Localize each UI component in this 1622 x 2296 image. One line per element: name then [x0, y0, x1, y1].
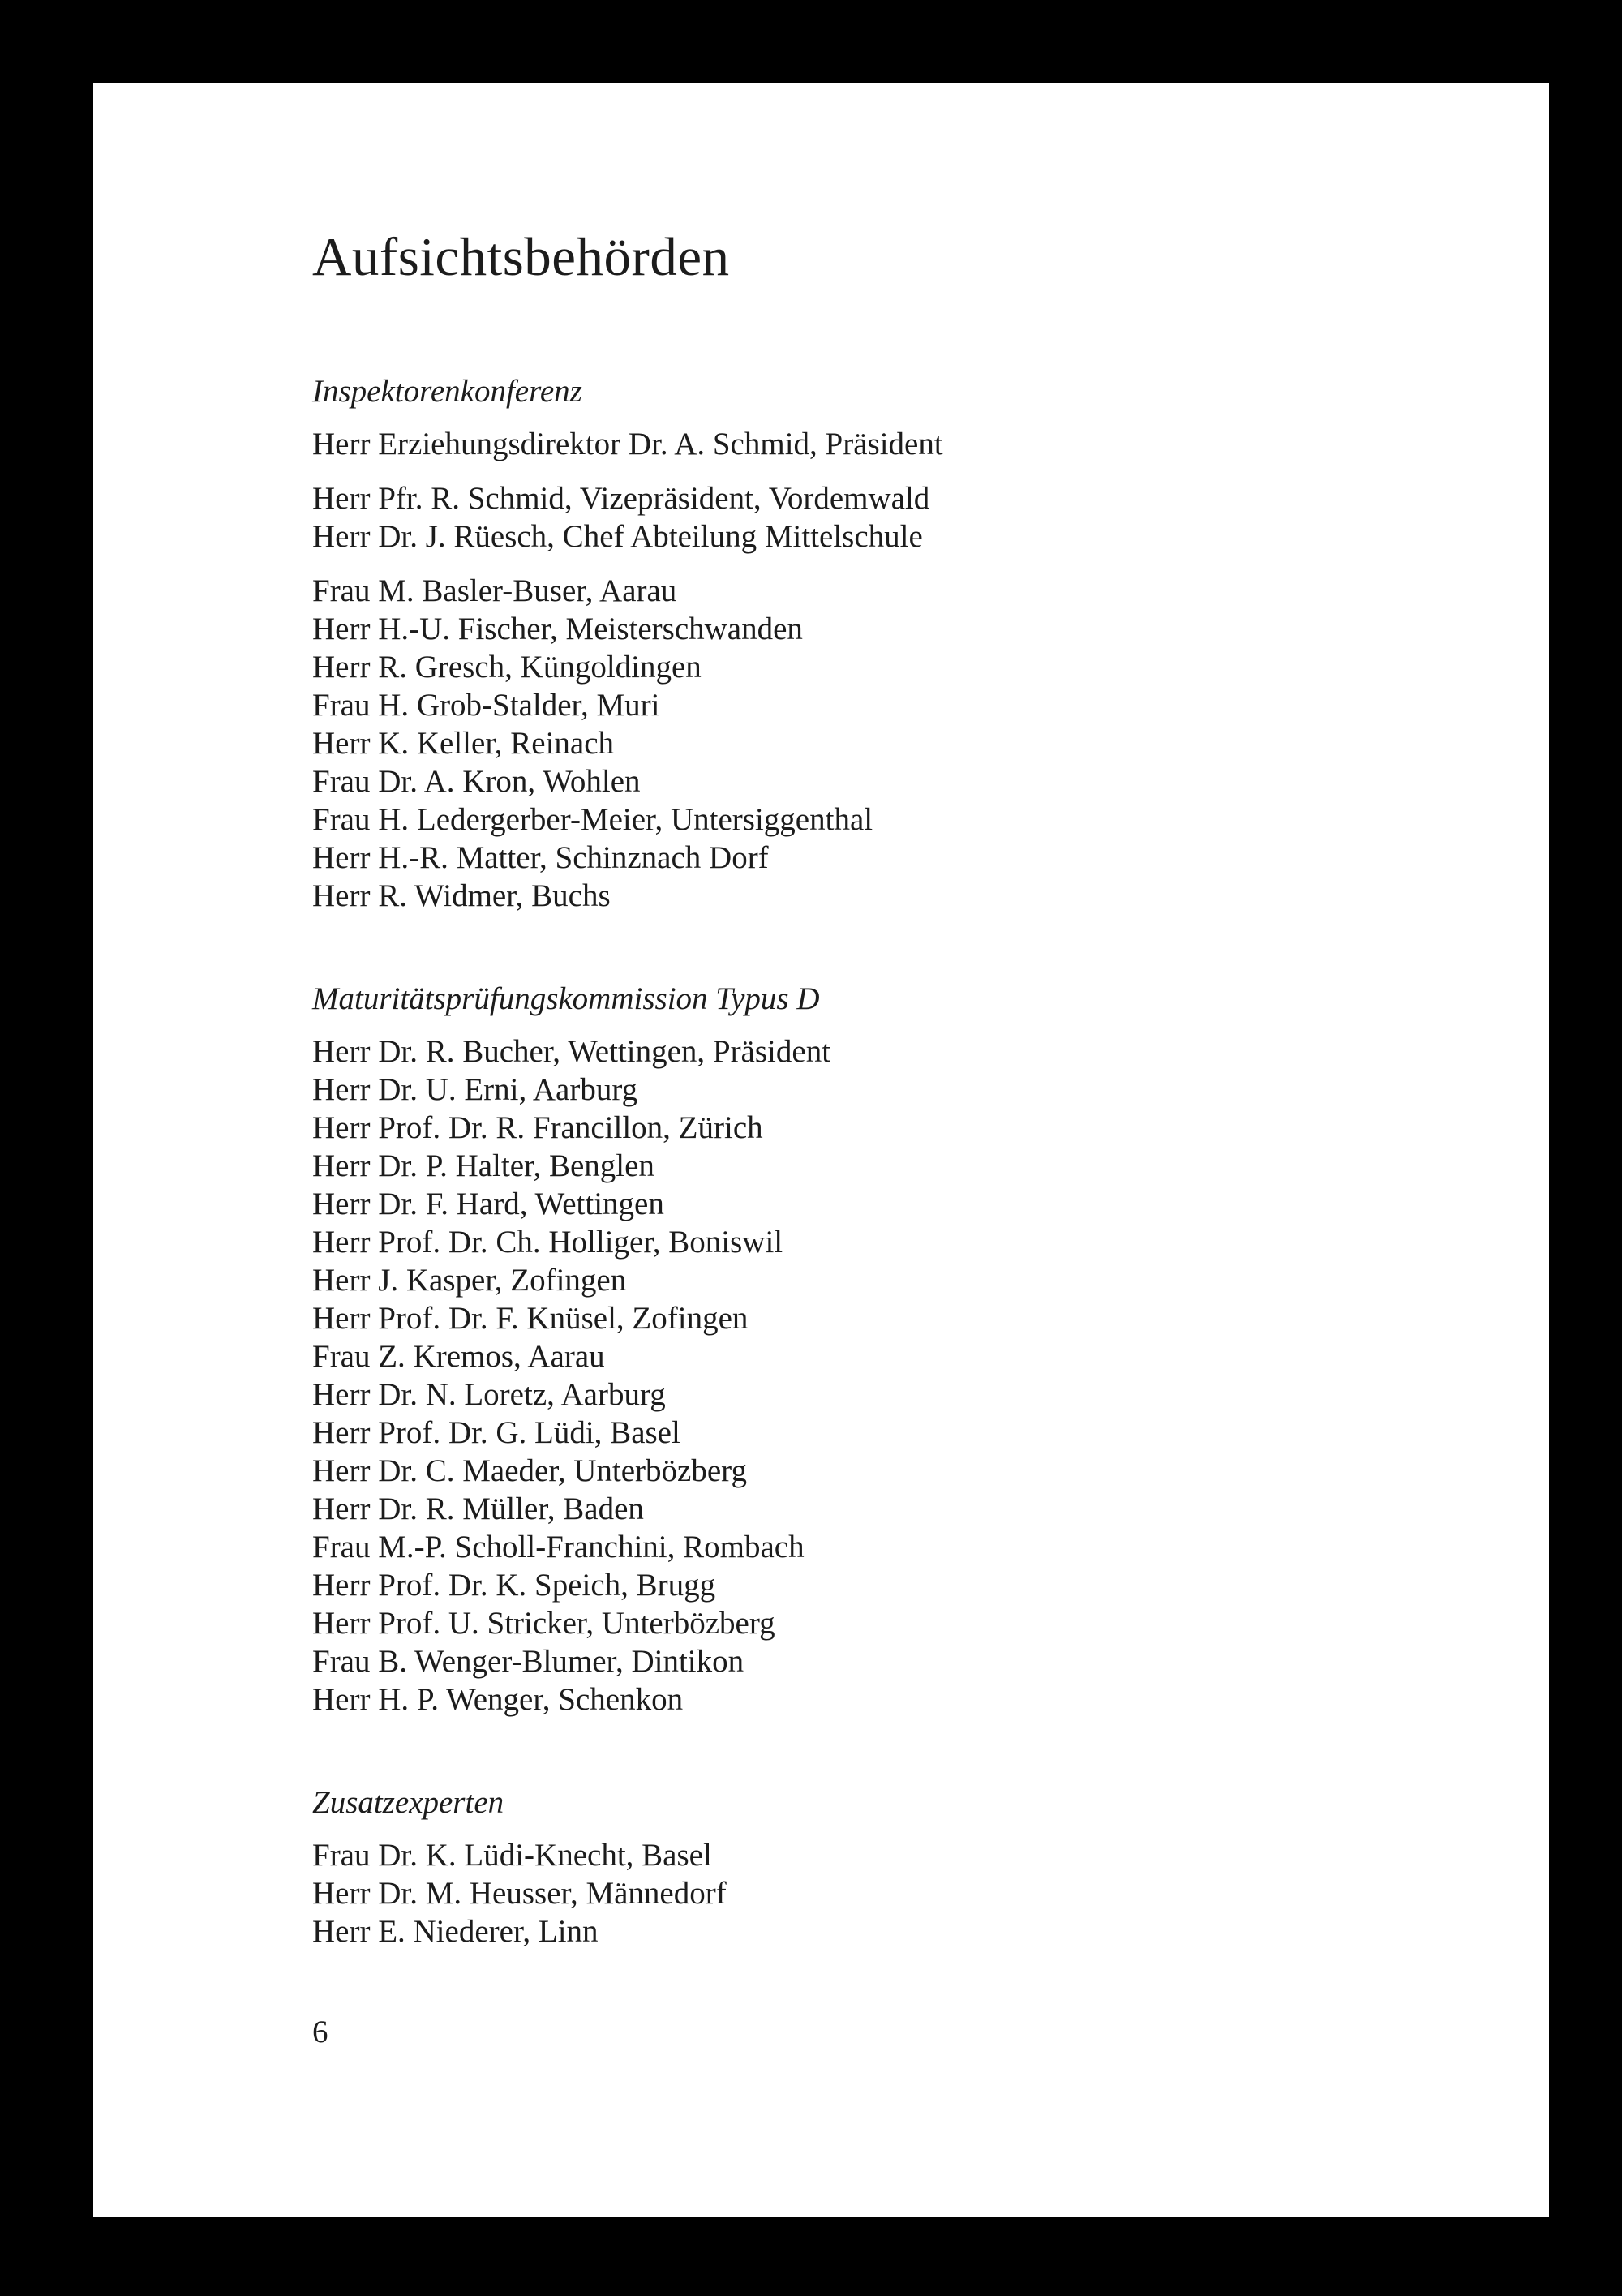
member-entry: Herr Dr. J. Rüesch, Chef Abteilung Mittelschule	[312, 519, 923, 555]
member-group	[312, 479, 1448, 556]
member-group	[312, 425, 1448, 463]
member-entry: Herr R. Gresch, Küngoldingen	[312, 650, 702, 685]
member-entry: Herr Pfr. R. Schmid, Vizepräsident, Vordemwald	[312, 481, 930, 517]
member-entry: Frau B. Wenger-Blumer, Dintikon	[312, 1644, 744, 1680]
member-entry: Herr H.-R. Matter, Schinznach Dorf	[312, 840, 769, 876]
member-entry: Herr Dr. R. Müller, Baden	[312, 1491, 644, 1527]
member-entry: Herr Prof. U. Stricker, Unterbözberg	[312, 1606, 775, 1642]
member-entry: Herr Dr. F. Hard, Wettingen	[312, 1187, 664, 1222]
member-entry: Frau H. Grob-Stalder, Muri	[312, 688, 660, 723]
member-entry: Frau Dr. A. Kron, Wohlen	[312, 764, 641, 800]
member-entry: Herr R. Widmer, Buchs	[312, 878, 611, 914]
section-zusatzexperten	[312, 1783, 1448, 1951]
member-group	[312, 1032, 1448, 1719]
page-content	[312, 225, 1448, 2015]
section-inspektorenkonferenz	[312, 372, 1448, 915]
member-entry: Herr H.-U. Fischer, Meisterschwanden	[312, 612, 803, 647]
member-entry: Herr Prof. Dr. F. Knüsel, Zofingen	[312, 1301, 749, 1337]
section-heading: Zusatzexperten	[312, 1785, 504, 1821]
section-maturitaetspruefungskommission	[312, 980, 1448, 1719]
member-group	[312, 1836, 1448, 1951]
member-entry: Frau H. Ledergerber-Meier, Untersiggenthal	[312, 802, 873, 838]
member-entry: Herr Prof. Dr. Ch. Holliger, Boniswil	[312, 1225, 783, 1260]
member-entry: Frau M. Basler-Buser, Aarau	[312, 573, 677, 609]
member-entry: Herr H. P. Wenger, Schenkon	[312, 1682, 684, 1718]
member-entry: Herr Dr. P. Halter, Benglen	[312, 1148, 654, 1184]
member-entry: Herr Prof. Dr. R. Francillon, Zürich	[312, 1110, 763, 1146]
member-entry: Herr Erziehungsdirektor Dr. A. Schmid, Präsident	[312, 427, 943, 462]
member-entry: Herr Dr. U. Erni, Aarburg	[312, 1072, 638, 1108]
member-entry: Frau M.-P. Scholl-Franchini, Rombach	[312, 1530, 805, 1565]
member-entry: Herr E. Niederer, Linn	[312, 1914, 599, 1950]
member-entry: Herr J. Kasper, Zofingen	[312, 1263, 627, 1298]
member-entry: Herr Dr. N. Loretz, Aarburg	[312, 1377, 666, 1413]
member-entry: Herr Dr. C. Maeder, Unterbözberg	[312, 1453, 747, 1489]
member-entry: Frau Z. Kremos, Aarau	[312, 1339, 605, 1375]
member-entry: Herr Dr. M. Heusser, Männedorf	[312, 1876, 727, 1912]
section-heading: Inspektorenkonferenz	[312, 374, 582, 410]
page-title: Aufsichtsbehörden	[312, 227, 730, 287]
member-entry: Herr Dr. R. Bucher, Wettingen, Präsident	[312, 1034, 831, 1070]
member-entry: Herr Prof. Dr. K. Speich, Brugg	[312, 1568, 716, 1603]
page-number: 6	[312, 2015, 328, 2049]
member-entry: Frau Dr. K. Lüdi-Knecht, Basel	[312, 1838, 712, 1873]
member-entry: Herr Prof. Dr. G. Lüdi, Basel	[312, 1415, 680, 1451]
document-page	[93, 83, 1549, 2217]
section-heading: Maturitätsprüfungskommission Typus D	[312, 981, 820, 1017]
member-entry: Herr K. Keller, Reinach	[312, 726, 615, 762]
member-group	[312, 572, 1448, 915]
